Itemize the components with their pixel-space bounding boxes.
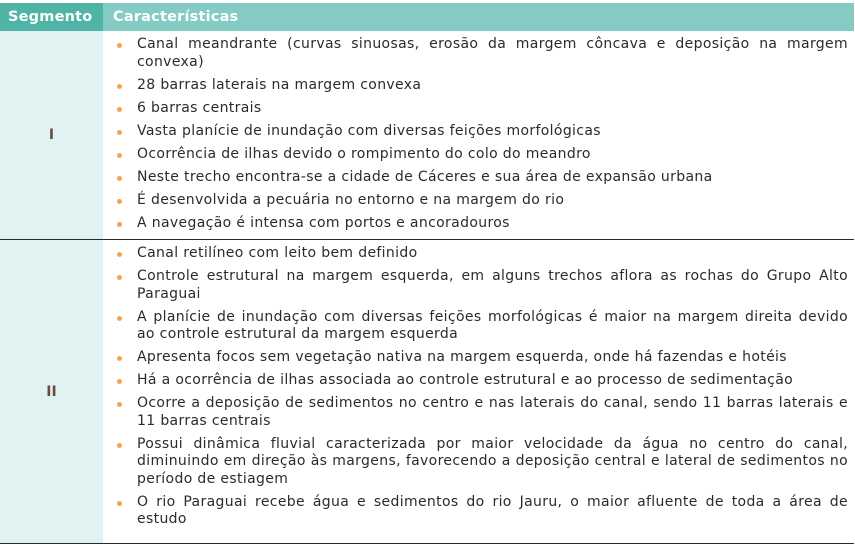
bullet-icon [117, 356, 122, 361]
bullet-icon [117, 107, 122, 112]
bullet-icon [117, 199, 122, 204]
segment-label: I [0, 31, 103, 239]
characteristics-cell [103, 31, 854, 239]
list-item: Controle estrutural na margem esquerda, em alguns trechos aflora as rochas do Grupo Alto Paraguai [113, 268, 848, 303]
bullet-icon [117, 130, 122, 135]
bullet-icon [117, 176, 122, 181]
bullet-icon [117, 153, 122, 158]
list-item: Canal meandrante (curvas sinuosas, erosão da margem côncava e deposição na margem convexa) [113, 36, 848, 71]
header-characteristics: Características [103, 3, 854, 31]
bullet-icon [117, 402, 122, 407]
list-item: Há a ocorrência de ilhas associada ao controle estrutural e ao processo de sedimentação [113, 372, 848, 390]
characteristics-list [113, 245, 848, 529]
bullet-icon [117, 43, 122, 48]
characteristics-list [113, 36, 848, 232]
list-item: Vasta planície de inundação com diversas feições morfológicas [113, 123, 848, 141]
bullet-icon [117, 379, 122, 384]
bullet-icon [117, 222, 122, 227]
bullet-icon [117, 501, 122, 506]
list-item: O rio Paraguai recebe água e sedimentos do rio Jauru, o maior afluente de toda a área de estudo [113, 494, 848, 529]
list-item: Ocorre a deposição de sedimentos no centro e nas laterais do canal, sendo 11 barras laterais e 11 barras centrais [113, 395, 848, 430]
list-item: 28 barras laterais na margem convexa [113, 77, 848, 95]
table-row-segment-ii [0, 240, 854, 544]
header-segment: Segmento [0, 3, 103, 31]
table-header-row [0, 3, 854, 31]
bullet-icon [117, 443, 122, 448]
list-item: Canal retilíneo com leito bem definido [113, 245, 848, 263]
bullet-icon [117, 252, 122, 257]
bullet-icon [117, 316, 122, 321]
segment-characteristics-table [0, 3, 854, 544]
table-row-segment-i [0, 31, 854, 240]
list-item: A navegação é intensa com portos e ancoradouros [113, 215, 848, 233]
characteristics-cell [103, 240, 854, 543]
list-item: A planície de inundação com diversas feições morfológicas é maior na margem direita devido ao controle estrutural da margem esquerda [113, 309, 848, 344]
list-item: Ocorrência de ilhas devido o rompimento do colo do meandro [113, 146, 848, 164]
segment-label: II [0, 240, 103, 543]
list-item: É desenvolvida a pecuária no entorno e na margem do rio [113, 192, 848, 210]
bullet-icon [117, 275, 122, 280]
list-item: 6 barras centrais [113, 100, 848, 118]
list-item: Possui dinâmica fluvial caracterizada por maior velocidade da água no centro do canal, diminuindo em direção às margens, favorecendo a deposição central e lateral de sedimentos no período de estiagem [113, 436, 848, 489]
bullet-icon [117, 84, 122, 89]
list-item: Neste trecho encontra-se a cidade de Cáceres e sua área de expansão urbana [113, 169, 848, 187]
list-item: Apresenta focos sem vegetação nativa na margem esquerda, onde há fazendas e hotéis [113, 349, 848, 367]
